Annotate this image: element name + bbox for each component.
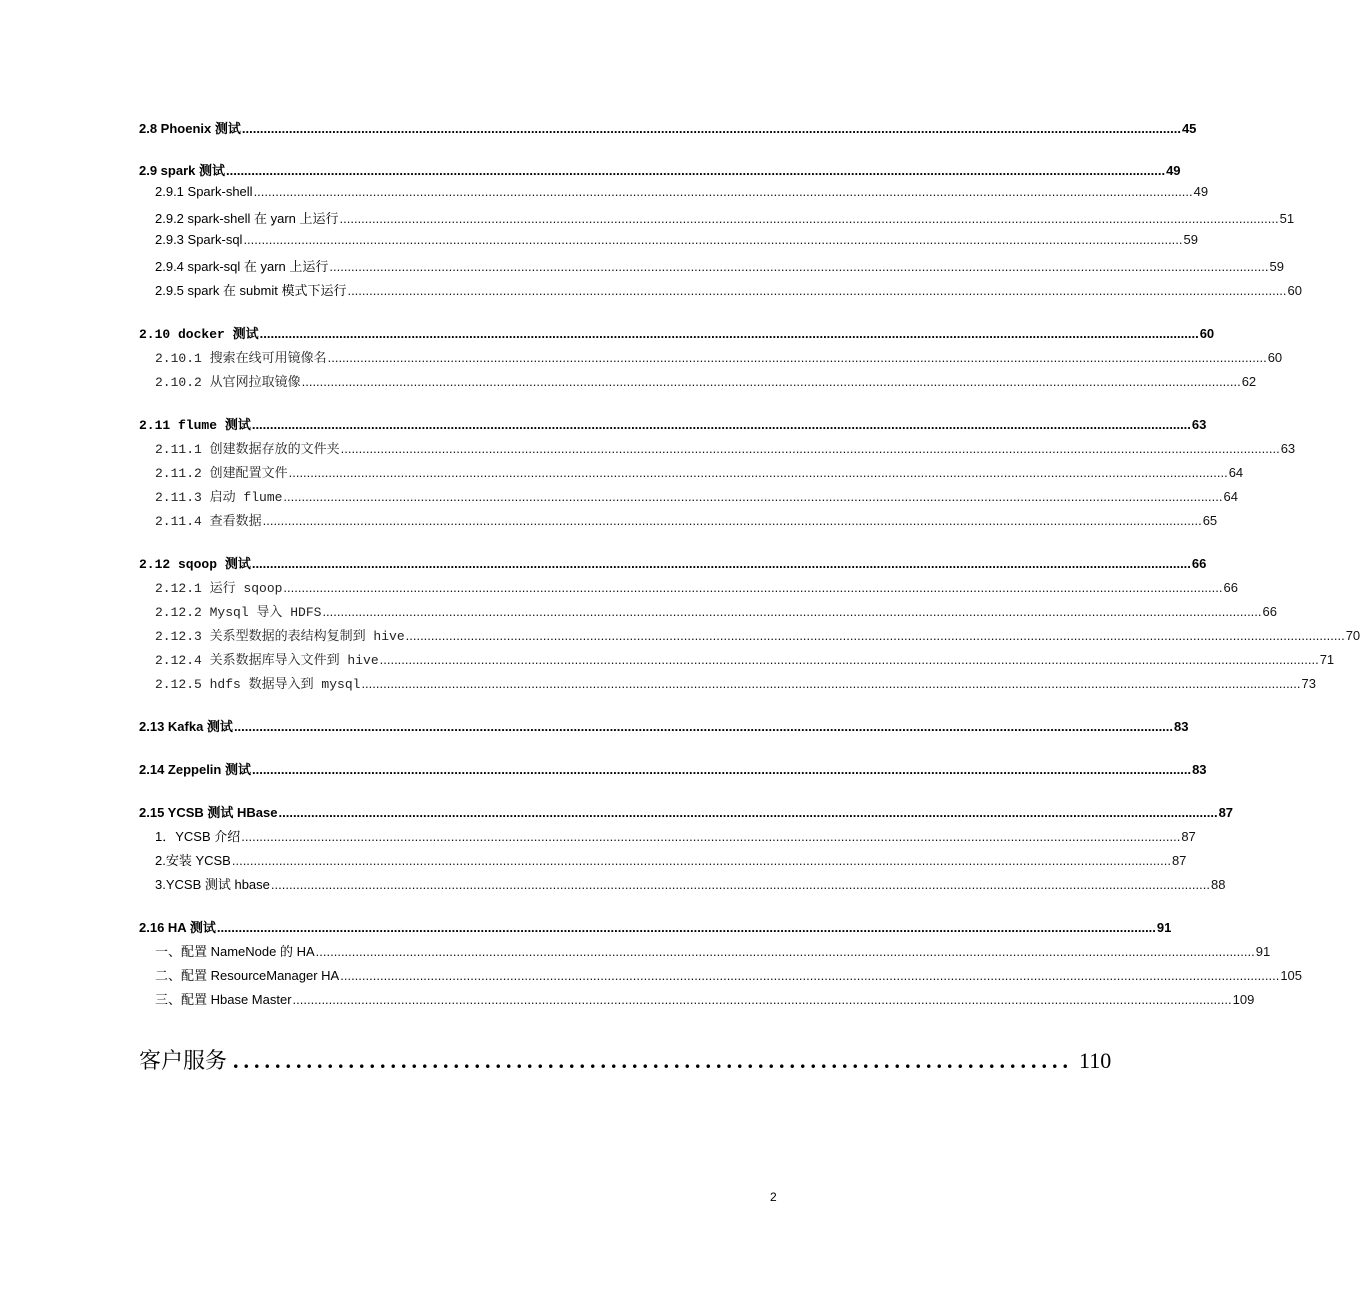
toc-entry-row [155, 941, 1271, 960]
toc-entry-row [155, 965, 1303, 984]
toc-entry-page: 91 [1255, 944, 1271, 959]
toc-entry-page: 49 [1166, 163, 1181, 178]
toc-entry-title: 2.10.2 从官网拉取镜像 [155, 375, 301, 390]
toc-entry-page: 109 [1232, 992, 1255, 1007]
toc-entry[interactable] [0, 874, 1226, 896]
toc-entry-page: 66 [1191, 556, 1207, 571]
toc-entry[interactable] [0, 649, 1335, 671]
toc-entry[interactable] [0, 917, 1172, 939]
toc-entry-page: 64 [1228, 465, 1244, 480]
toc-entry-row [139, 759, 1207, 778]
toc-entry-page: 65 [1202, 513, 1218, 528]
toc-entry-title: 3.YCSB 测试 hbase [155, 877, 270, 892]
toc-entry[interactable] [0, 716, 1189, 738]
toc-entry-page: 60 [1199, 326, 1215, 341]
toc-entry-title: 2.9.5 spark 在 submit 模式下运行 [155, 283, 347, 298]
toc-leader-dots: .................................................................................................................................................................................................................................................................... [327, 350, 1267, 365]
toc-leader-dots: .................................................................................................................................................................................................................................................................... [292, 992, 1232, 1007]
toc-entry-title: 2.9.3 Spark-sql [155, 232, 243, 247]
toc-leader-dots: .................................................................................................................................................................................................................................................................... [233, 719, 1174, 734]
toc-entry[interactable] [0, 965, 1303, 987]
toc-entry-row [155, 649, 1335, 668]
toc-entry-page: 60 [1287, 283, 1302, 298]
toc-entry[interactable] [0, 371, 1257, 393]
toc-entry-row [155, 232, 1198, 247]
toc-entry-page: 110 [1079, 1048, 1112, 1073]
toc-entry-title: 2.12.4 关系数据库导入文件到 hive [155, 653, 379, 668]
toc-entry-row [139, 917, 1172, 936]
toc-entry-page: 87 [1181, 829, 1196, 844]
toc-entry[interactable] [0, 850, 1187, 872]
toc-leader-dots: .................................................................................................................................................................................................................................................................... [347, 283, 1287, 298]
toc-leader-dots: .................................................................................................................................................................................................................................................................... [322, 604, 1262, 619]
toc-entry-page: 88 [1210, 877, 1226, 892]
toc-entry-title: 三、配置 Hbase Master [155, 992, 292, 1007]
toc-entry[interactable] [0, 160, 1181, 182]
toc-entry-title: 2.11 flume 测试 [139, 418, 251, 433]
toc-entry[interactable] [0, 759, 1207, 781]
toc-entry-title: 2.8 Phoenix 测试 [139, 121, 241, 136]
toc-entry[interactable] [0, 510, 1218, 532]
toc-entry-row [139, 802, 1234, 821]
toc-entry-page: 60 [1267, 350, 1283, 365]
toc-entry-title: 二、配置 ResourceManager HA [155, 968, 340, 983]
toc-entry-title: 客户服务 [139, 1048, 228, 1073]
toc-entry[interactable] [0, 462, 1244, 484]
toc-entry-title: 2.9.4 spark-sql 在 yarn 上运行 [155, 259, 329, 274]
toc-leader-dots: .................................................................................................................................................................................................................................................................... [216, 920, 1156, 935]
toc-entry[interactable] [0, 826, 1196, 848]
toc-entry[interactable] [0, 673, 1316, 695]
toc-entry-title: 2.11.1 创建数据存放的文件夹 [155, 442, 340, 457]
toc-entry[interactable] [0, 347, 1283, 369]
toc-entry-row [139, 716, 1189, 735]
toc-entry-row [155, 826, 1196, 845]
toc-entry-page: 70 [1345, 628, 1360, 643]
toc-entry-title: 2.15 YCSB 测试 HBase [139, 805, 278, 820]
toc-entry-title: 2.9.2 spark-shell 在 yarn 上运行 [155, 211, 339, 226]
toc-entry[interactable] [0, 941, 1271, 963]
toc-entry-row [155, 438, 1296, 457]
toc-entry-row [155, 256, 1284, 275]
toc-entry-title: 2.13 Kafka 测试 [139, 719, 233, 734]
toc-entry-page: 51 [1279, 211, 1295, 226]
toc-entry-row [139, 118, 1197, 137]
toc-entry-customer-service[interactable] [139, 1044, 1112, 1075]
toc-entry[interactable] [0, 118, 1197, 140]
toc-entry-title: 一、配置 NameNode 的 HA [155, 944, 315, 959]
toc-entry-row [155, 208, 1295, 227]
toc-entry-page: 66 [1223, 580, 1238, 595]
toc-entry-title: 2.安装 YCSB [155, 853, 231, 868]
toc-leader-dots: .................................................................................................................................................................................................................................................................... [251, 556, 1191, 571]
toc-entry-row [139, 414, 1207, 433]
toc-entry-row [155, 280, 1302, 299]
toc-leader-dots: .................................................................................................................................................................................................................................................................... [259, 326, 1199, 341]
toc-entry-title: 2.10 docker 测试 [139, 327, 259, 342]
toc-leader-dots: ................................................................................ [233, 1048, 1074, 1073]
toc-entry-row [139, 160, 1181, 179]
toc-entry-row [155, 486, 1238, 505]
toc-entry-title: 2.11.2 创建配置文件 [155, 466, 288, 481]
toc-entry-row [155, 184, 1209, 199]
toc-entry-page: 87 [1171, 853, 1187, 868]
toc-entry[interactable] [0, 553, 1207, 575]
toc-entry-title: 2.11.3 启动 flume [155, 490, 283, 505]
toc-entry-page: 91 [1156, 920, 1172, 935]
toc-entry-row [139, 323, 1215, 342]
toc-leader-dots: .................................................................................................................................................................................................................................................................... [241, 121, 1181, 136]
toc-entry[interactable] [0, 989, 1255, 1011]
toc-entry-row [139, 553, 1207, 572]
toc-entry-page: 87 [1218, 805, 1234, 820]
toc-entry-title: 2.9.1 Spark-shell [155, 184, 253, 199]
toc-entry-row [155, 874, 1226, 893]
toc-entry-row [155, 850, 1187, 869]
toc-leader-dots: .................................................................................................................................................................................................................................................................... [278, 805, 1218, 820]
toc-entry-title: 2.12.1 运行 sqoop [155, 581, 283, 596]
toc-entry[interactable] [0, 208, 1295, 230]
toc-leader-dots: .................................................................................................................................................................................................................................................................... [283, 489, 1223, 504]
toc-entry[interactable] [0, 601, 1277, 623]
toc-entry-row [155, 577, 1238, 596]
toc-entry[interactable] [0, 184, 1209, 206]
toc-entry-title: 2.14 Zeppelin 测试 [139, 762, 251, 777]
toc-leader-dots: .................................................................................................................................................................................................................................................................... [379, 652, 1319, 667]
toc-entry-title: 2.11.4 查看数据 [155, 514, 262, 529]
toc-leader-dots: .................................................................................................................................................................................................................................................................... [288, 465, 1228, 480]
toc-entry-row [155, 625, 1360, 644]
toc-entry-row [155, 462, 1244, 481]
toc-entry-row [155, 601, 1277, 620]
toc-entry-page: 66 [1262, 604, 1277, 619]
toc-entry[interactable] [0, 280, 1302, 302]
toc-leader-dots: .................................................................................................................................................................................................................................................................... [251, 762, 1192, 777]
toc-entry[interactable] [0, 232, 1198, 254]
toc-entry[interactable] [0, 577, 1238, 599]
toc-entry-row [155, 673, 1316, 692]
toc-entry-page: 59 [1183, 232, 1198, 247]
toc-leader-dots: .................................................................................................................................................................................................................................................................... [340, 968, 1280, 983]
toc-leader-dots: .................................................................................................................................................................................................................................................................... [243, 232, 1183, 247]
toc-leader-dots: .................................................................................................................................................................................................................................................................... [241, 829, 1181, 844]
toc-entry[interactable] [0, 802, 1234, 824]
toc-leader-dots: .................................................................................................................................................................................................................................................................... [253, 184, 1193, 199]
toc-entry-page: 71 [1319, 652, 1335, 667]
toc-entry-row [155, 989, 1255, 1008]
toc-leader-dots: .................................................................................................................................................................................................................................................................... [283, 580, 1223, 595]
toc-leader-dots: .................................................................................................................................................................................................................................................................... [270, 877, 1210, 892]
toc-entry-page: 49 [1193, 184, 1209, 199]
toc-entry-page: 45 [1181, 121, 1197, 136]
toc-leader-dots: .................................................................................................................................................................................................................................................................... [262, 513, 1202, 528]
toc-entry-title: 2.16 HA 测试 [139, 920, 216, 935]
toc-entry-page: 83 [1192, 762, 1207, 777]
toc-entry-page: 73 [1301, 676, 1316, 691]
toc-leader-dots: .................................................................................................................................................................................................................................................................... [251, 417, 1191, 432]
toc-entry-title: 2.12.2 Mysql 导入 HDFS [155, 605, 322, 620]
toc-leader-dots: .................................................................................................................................................................................................................................................................... [315, 944, 1255, 959]
toc-leader-dots: .................................................................................................................................................................................................................................................................... [339, 211, 1279, 226]
toc-entry-page: 83 [1174, 719, 1189, 734]
toc-entry-page: 63 [1280, 441, 1296, 456]
toc-entry-row [155, 347, 1283, 366]
toc-entry-page: 63 [1191, 417, 1207, 432]
page-number: 2 [770, 1190, 777, 1204]
toc-entry[interactable] [0, 438, 1296, 460]
toc-entry[interactable] [0, 256, 1284, 278]
toc-entry-row [155, 510, 1218, 529]
toc-entry[interactable] [0, 486, 1238, 508]
toc-leader-dots: .................................................................................................................................................................................................................................................................... [329, 259, 1269, 274]
toc-leader-dots: .................................................................................................................................................................................................................................................................... [301, 374, 1241, 389]
toc-leader-dots: .................................................................................................................................................................................................................................................................... [231, 853, 1171, 868]
toc-entry-title: 1．YCSB 介绍 [155, 829, 241, 844]
toc-entry-title: 2.9 spark 测试 [139, 163, 225, 178]
toc-leader-dots: .................................................................................................................................................................................................................................................................... [361, 676, 1301, 691]
toc-entry-row [155, 371, 1257, 390]
toc-entry-page: 59 [1269, 259, 1284, 274]
toc-entry-page: 105 [1280, 968, 1303, 983]
toc-entry[interactable] [0, 625, 1360, 647]
toc-entry-title: 2.12.5 hdfs 数据导入到 mysql [155, 677, 361, 692]
toc-entry-title: 2.10.1 搜索在线可用镜像名 [155, 351, 327, 366]
toc-leader-dots: .................................................................................................................................................................................................................................................................... [405, 628, 1345, 643]
toc-entry[interactable] [0, 323, 1215, 345]
toc-entry-title: 2.12 sqoop 测试 [139, 557, 251, 572]
toc-entry-page: 64 [1223, 489, 1238, 504]
toc-entry-title: 2.12.3 关系型数据的表结构复制到 hive [155, 629, 405, 644]
toc-entry[interactable] [0, 414, 1207, 436]
toc-leader-dots: .................................................................................................................................................................................................................................................................... [226, 163, 1166, 178]
toc-entry-page: 62 [1241, 374, 1257, 389]
toc-leader-dots: .................................................................................................................................................................................................................................................................... [340, 441, 1280, 456]
